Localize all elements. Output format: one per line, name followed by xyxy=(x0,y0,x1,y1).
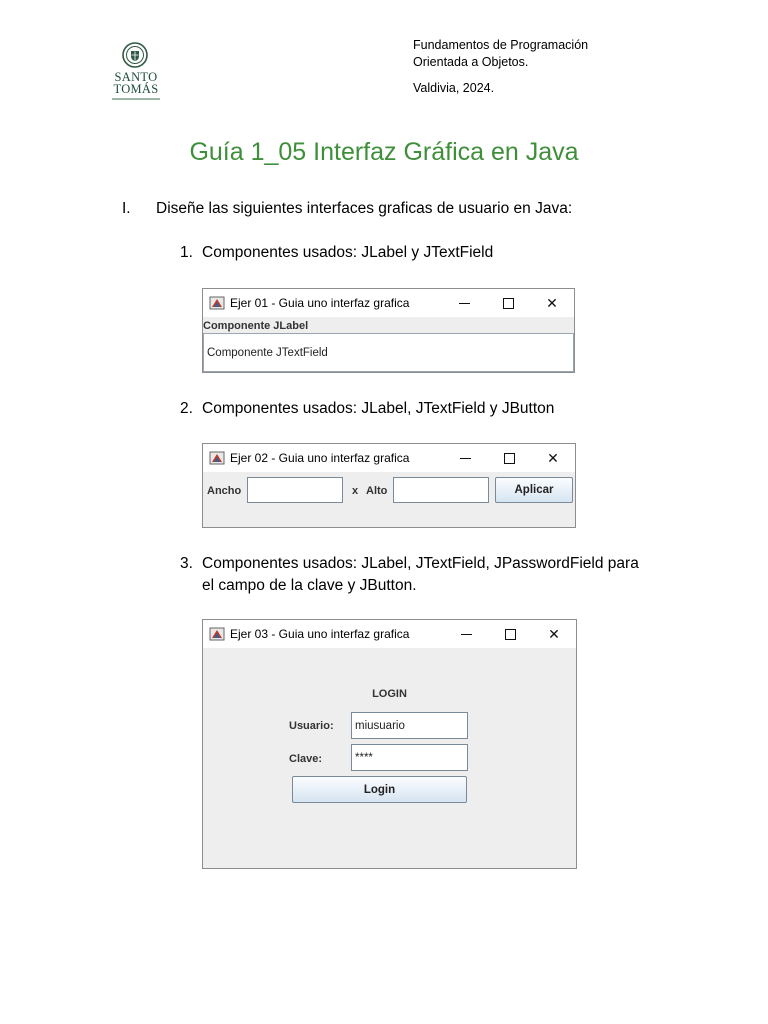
close-icon: ✕ xyxy=(547,449,559,466)
maximize-icon xyxy=(503,298,514,309)
item-text-line1: Componentes usados: JLabel, JTextField, JPasswordField para xyxy=(202,555,639,572)
window-title: Ejer 02 - Guia uno interfaz grafica xyxy=(230,451,410,465)
window-titlebar xyxy=(203,620,576,648)
minimize-button[interactable] xyxy=(444,620,488,648)
maximize-icon xyxy=(504,453,515,464)
university-seal-icon xyxy=(122,42,148,68)
close-icon: ✕ xyxy=(546,294,558,311)
minimize-button[interactable] xyxy=(442,289,486,317)
item-text-line2: el campo de la clave y JButton. xyxy=(202,577,417,594)
minimize-icon xyxy=(460,458,471,459)
close-button[interactable] xyxy=(532,620,576,648)
close-icon: ✕ xyxy=(548,625,560,642)
window-titlebar xyxy=(203,444,575,472)
logo-text-line2: TOMÁS xyxy=(113,82,159,96)
window-title: Ejer 03 - Guia uno interfaz grafica xyxy=(230,627,410,641)
exercise-item-3 xyxy=(180,553,639,597)
clave-password-field[interactable]: **** xyxy=(351,744,468,771)
label-usuario: Usuario: xyxy=(289,720,334,732)
section-text: Diseñe las siguientes interfaces graficas de usuario en Java: xyxy=(156,200,573,217)
logo-text-line1: SANTO xyxy=(114,70,158,84)
maximize-button[interactable] xyxy=(486,289,530,317)
city-year: Valdivia, 2024. xyxy=(413,81,495,95)
minimize-icon xyxy=(461,634,472,635)
minimize-icon xyxy=(459,303,470,304)
java-app-icon xyxy=(209,626,225,642)
login-button[interactable]: Login xyxy=(292,776,467,803)
window-titlebar xyxy=(203,289,574,317)
maximize-button[interactable] xyxy=(488,620,532,648)
java-app-icon xyxy=(209,450,225,466)
maximize-button[interactable] xyxy=(487,444,531,472)
item-text: Componentes usados: JLabel y JTextField xyxy=(202,244,494,261)
label-alto: Alto xyxy=(366,485,388,497)
window-title: Ejer 01 - Guia uno interfaz grafica xyxy=(230,296,410,310)
window-ejer-02 xyxy=(202,443,576,528)
santo-tomas-logo xyxy=(108,42,164,104)
exercise-item-1 xyxy=(180,242,493,264)
minimize-button[interactable] xyxy=(443,444,487,472)
java-app-icon xyxy=(209,295,225,311)
section-heading xyxy=(122,200,572,218)
jtextfield-componente[interactable]: Componente JTextField xyxy=(203,333,574,372)
usuario-input[interactable]: miusuario xyxy=(351,712,468,739)
maximize-icon xyxy=(505,629,516,640)
alto-input[interactable] xyxy=(393,477,489,503)
item-number: 1. xyxy=(180,244,193,261)
window-ejer-03 xyxy=(202,619,577,869)
close-button[interactable] xyxy=(530,289,574,317)
label-ancho: Ancho xyxy=(207,485,242,497)
item-number: 2. xyxy=(180,400,193,417)
jlabel-componente: Componente JLabel xyxy=(203,320,309,332)
course-line1: Fundamentos de Programación xyxy=(413,38,589,52)
item-number: 3. xyxy=(180,555,193,572)
item-text: Componentes usados: JLabel, JTextField y JButton xyxy=(202,400,555,417)
course-name xyxy=(413,37,588,71)
aplicar-button[interactable]: Aplicar xyxy=(495,477,573,503)
course-line2: Orientada a Objetos. xyxy=(413,55,529,69)
window-ejer-01 xyxy=(202,288,575,373)
document-title: Guía 1_05 Interfaz Gráfica en Java xyxy=(189,138,579,166)
label-x: x xyxy=(352,485,359,497)
close-button[interactable] xyxy=(531,444,575,472)
label-clave: Clave: xyxy=(289,753,323,765)
logo-underline xyxy=(112,98,160,100)
ancho-input[interactable] xyxy=(247,477,343,503)
section-number: I. xyxy=(122,200,131,217)
login-heading: LOGIN xyxy=(372,688,407,700)
exercise-item-2 xyxy=(180,398,554,420)
